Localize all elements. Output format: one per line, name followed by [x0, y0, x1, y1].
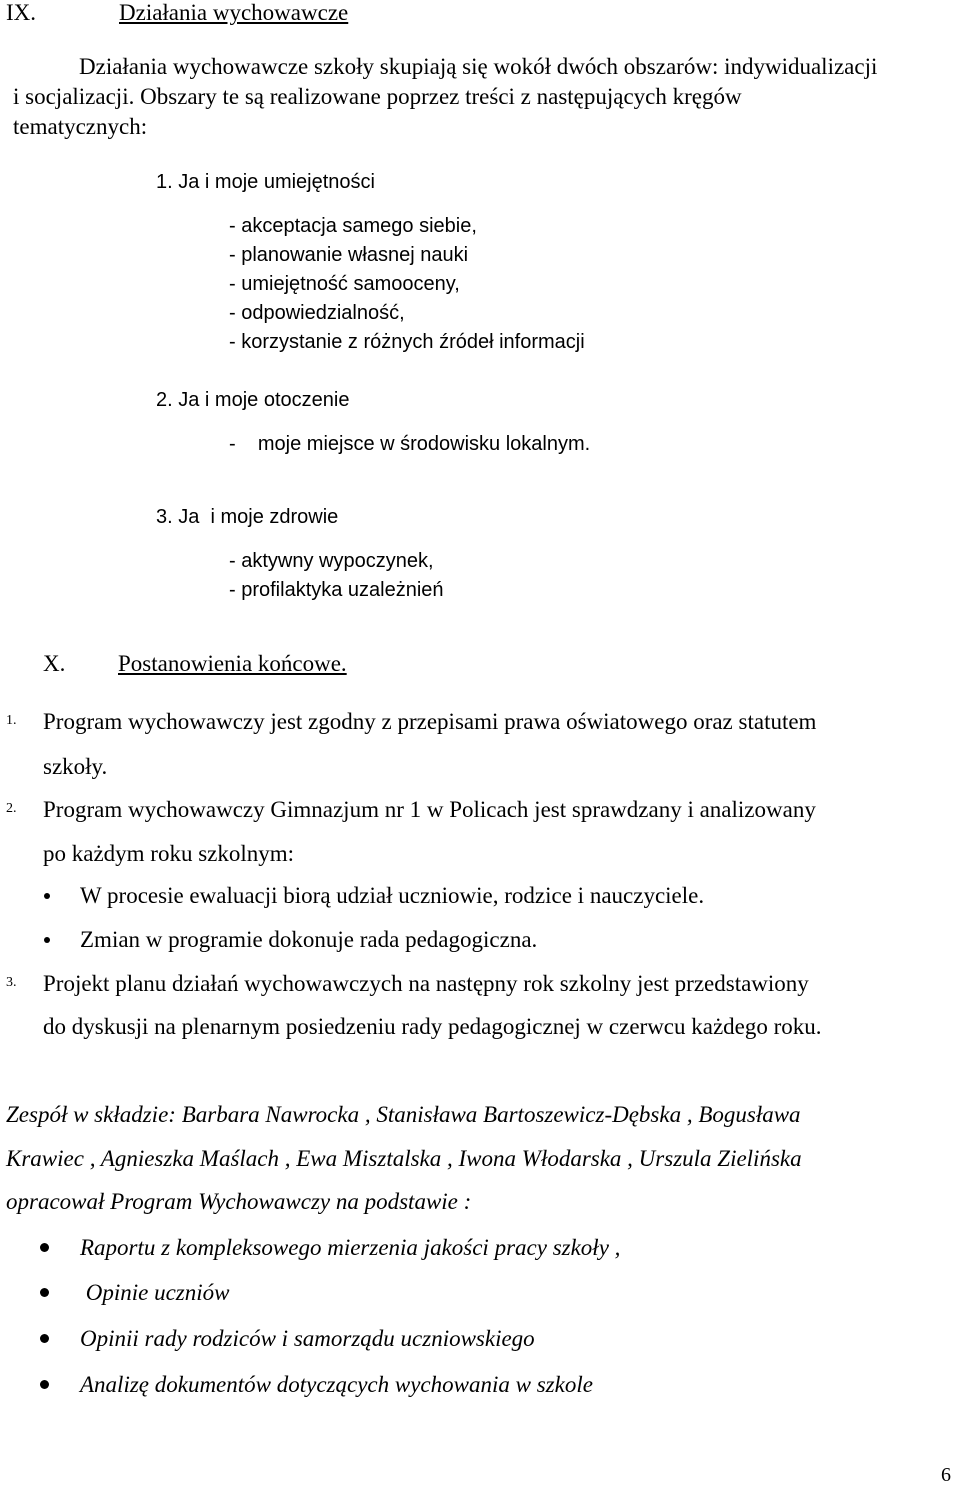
- source-item: Opinii rady rodziców i samorządu uczniowskiego: [80, 1326, 535, 1351]
- source-item: Analizę dokumentów dotyczących wychowania w szkole: [80, 1372, 593, 1397]
- point-number: 3.: [6, 975, 17, 990]
- section-number: IX.: [6, 0, 37, 25]
- intro-line: Działania wychowawcze szkoły skupiają się wokół dwóch obszarów: indywidualizacji: [79, 54, 878, 79]
- circle-item: - korzystanie z różnych źródeł informacji: [229, 331, 585, 353]
- circle-item: - akceptacja samego siebie,: [229, 215, 477, 237]
- point-line: do dyskusji na plenarnym posiedzeniu rady pedagogicznej w czerwcu każdego roku.: [43, 1014, 822, 1039]
- intro-line: tematycznych:: [13, 114, 148, 139]
- circle-item: - umiejętność samooceny,: [229, 273, 460, 295]
- circle-item: - aktywny wypoczynek,: [229, 550, 434, 572]
- section-title: Działania wychowawcze: [119, 0, 349, 25]
- bullet-icon: [40, 1243, 49, 1252]
- point-line: po każdym roku szkolnym:: [43, 841, 295, 866]
- point-line: Program wychowawczy Gimnazjum nr 1 w Policach jest sprawdzany i analizowany: [43, 797, 816, 822]
- circle-heading: 2. Ja i moje otoczenie: [156, 389, 350, 411]
- bullet-icon: [40, 1380, 49, 1389]
- page-number: 6: [941, 1464, 951, 1486]
- bullet-icon: [40, 1334, 49, 1343]
- source-item: Opinie uczniów: [80, 1280, 230, 1305]
- point-line: szkoły.: [43, 754, 108, 779]
- bullet-icon: [44, 893, 50, 899]
- bullet-item: W procesie ewaluacji biorą udział uczniowie, rodzice i nauczyciele.: [80, 883, 705, 908]
- team-line: Krawiec , Agnieszka Maślach , Ewa Misztalska , Iwona Włodarska , Urszula Zielińska: [6, 1146, 802, 1171]
- point-line: Program wychowawczy jest zgodny z przepisami prawa oświatowego oraz statutem: [43, 709, 817, 734]
- intro-line: i socjalizacji. Obszary te są realizowane poprzez treści z następujących kręgów: [13, 84, 742, 109]
- bullet-icon: [44, 937, 50, 943]
- section-number: X.: [43, 651, 66, 676]
- team-line: opracował Program Wychowawczy na podstawie :: [6, 1189, 472, 1214]
- point-line: Projekt planu działań wychowawczych na następny rok szkolny jest przedstawiony: [43, 971, 809, 996]
- circle-item: - odpowiedzialność,: [229, 302, 405, 324]
- circle-item: - planowanie własnej nauki: [229, 244, 469, 266]
- point-number: 2.: [6, 801, 17, 816]
- circle-item: - profilaktyka uzależnień: [229, 579, 444, 601]
- team-line: Zespół w składzie: Barbara Nawrocka , Stanisława Bartoszewicz-Dębska , Bogusława: [6, 1102, 801, 1127]
- circle-item: - moje miejsce w środowisku lokalnym.: [229, 433, 591, 455]
- section-title: Postanowienia końcowe.: [118, 651, 347, 676]
- circle-heading: 3. Ja i moje zdrowie: [156, 506, 339, 528]
- circle-heading: 1. Ja i moje umiejętności: [156, 171, 375, 193]
- source-item: Raportu z kompleksowego mierzenia jakości pracy szkoły ,: [80, 1235, 621, 1260]
- bullet-item: Zmian w programie dokonuje rada pedagogiczna.: [80, 927, 538, 952]
- point-number: 1.: [6, 713, 17, 728]
- bullet-icon: [40, 1288, 49, 1297]
